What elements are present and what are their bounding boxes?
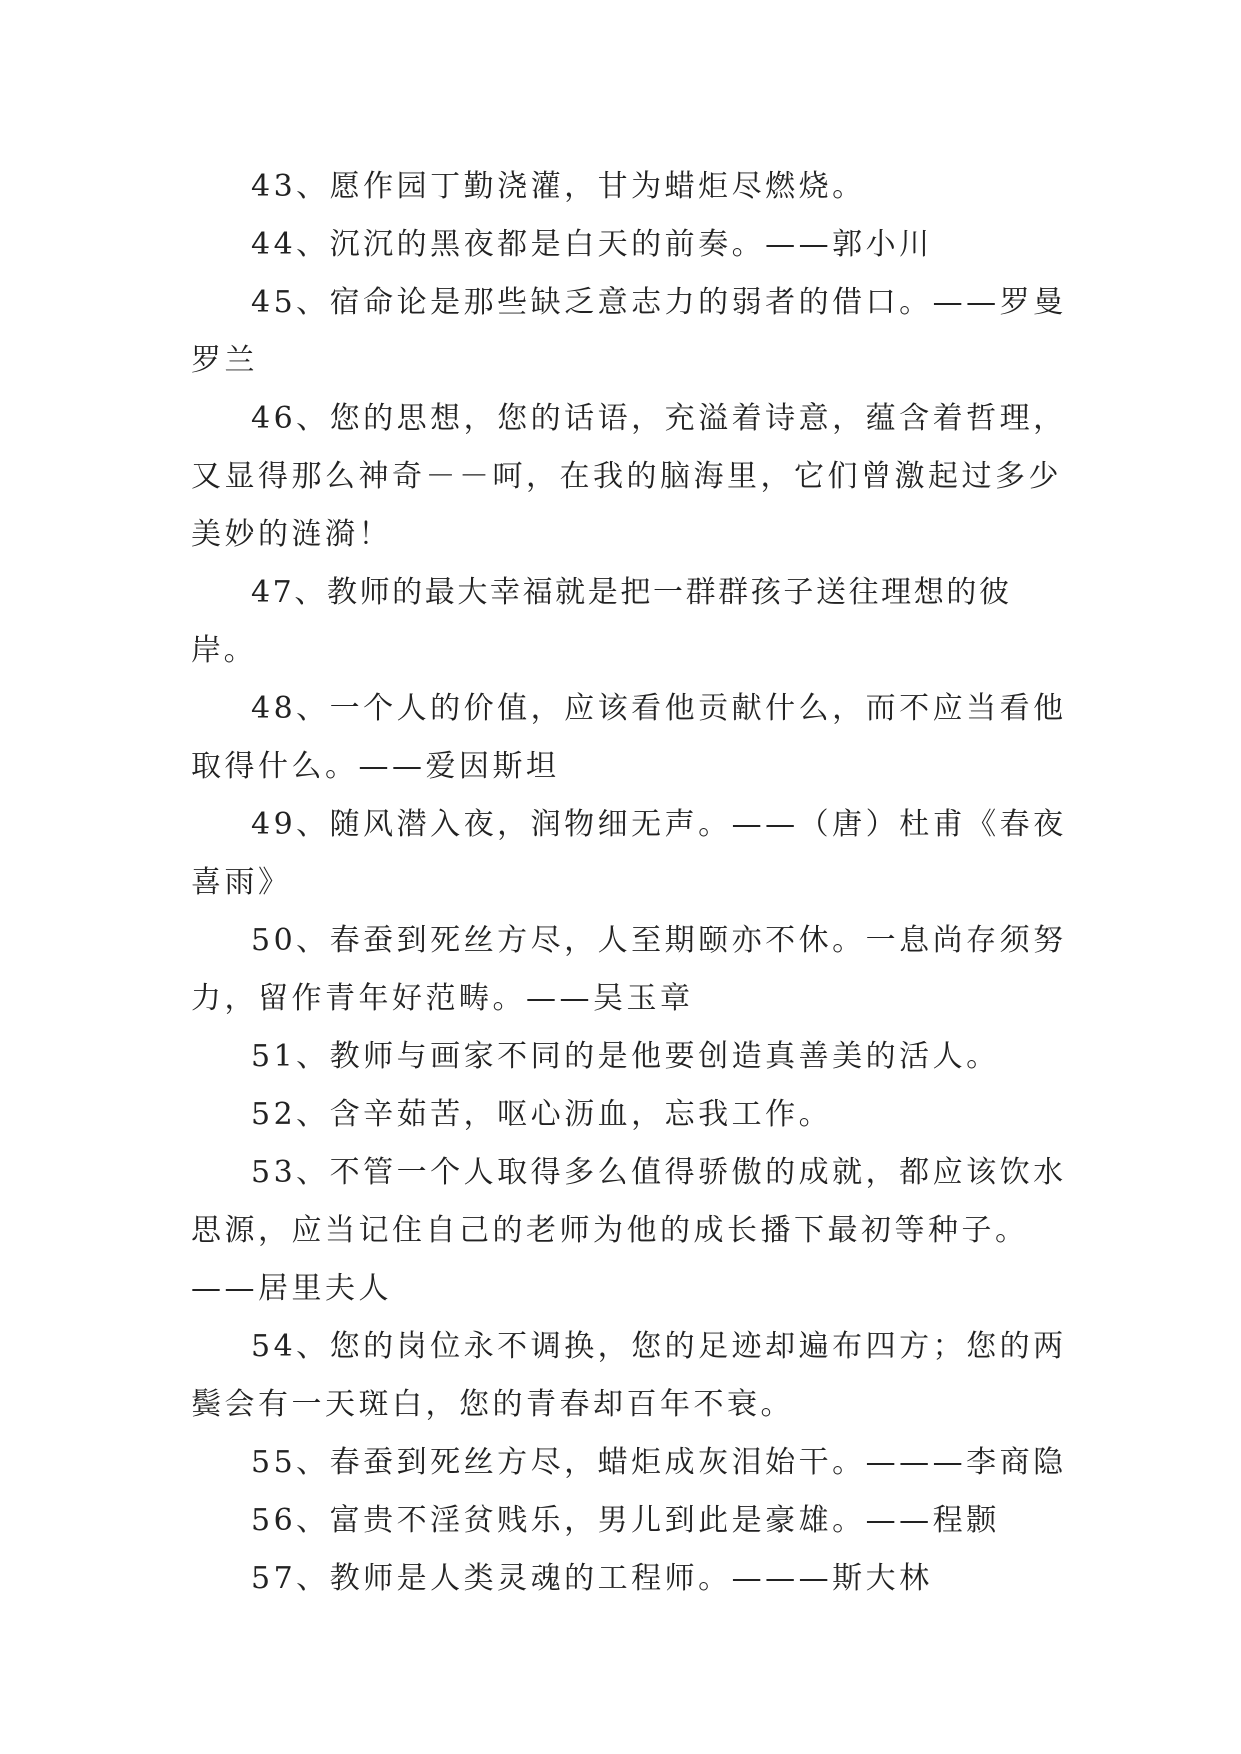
quote-paragraph: 52、含辛茹苦，呕心沥血，忘我工作。 — [251, 1097, 833, 1132]
quote-paragraph: 44、沉沉的黑夜都是白天的前奏。——郭小川 — [251, 227, 933, 262]
quote-paragraph: 56、富贵不淫贫贱乐，男儿到此是豪雄。——程颢 — [251, 1503, 1000, 1538]
quote-paragraph: 47、教师的最大幸福就是把一群群孩子送往理想的彼岸。 — [191, 575, 1012, 668]
quote-paragraph: 45、宿命论是那些缺乏意志力的弱者的借口。——罗曼罗兰 — [191, 285, 1067, 378]
quote-paragraph: 49、随风潜入夜，润物细无声。——（唐）杜甫《春夜喜雨》 — [191, 807, 1067, 900]
quote-paragraph: 50、春蚕到死丝方尽，人至期颐亦不休。一息尚存须努力，留作青年好范畴。——吴玉章 — [191, 923, 1067, 1016]
quote-paragraph: 43、愿作园丁勤浇灌，甘为蜡炬尽燃烧。 — [251, 169, 866, 204]
quote-paragraph: 54、您的岗位永不调换，您的足迹却遍布四方；您的两鬓会有一天斑白，您的青春却百年不衰。 — [191, 1329, 1067, 1422]
quote-paragraph: 46、您的思想，您的话语，充溢着诗意，蕴含着哲理，又显得那么神奇－－呵，在我的脑海里，它们曾激起过多少美妙的涟漪！ — [191, 401, 1067, 552]
quote-paragraph: 48、一个人的价值，应该看他贡献什么，而不应当看他取得什么。——爱因斯坦 — [191, 691, 1067, 784]
quote-paragraph: 55、春蚕到死丝方尽，蜡炬成灰泪始干。———李商隐 — [251, 1445, 1067, 1480]
quote-paragraph: 51、教师与画家不同的是他要创造真善美的活人。 — [251, 1039, 1000, 1074]
quote-paragraph: 57、教师是人类灵魂的工程师。———斯大林 — [251, 1561, 933, 1596]
quote-paragraph: 53、不管一个人取得多么值得骄傲的成就，都应该饮水思源，应当记住自己的老师为他的成长播下最初等种子。——居里夫人 — [191, 1155, 1067, 1306]
document-body — [191, 158, 1071, 1608]
